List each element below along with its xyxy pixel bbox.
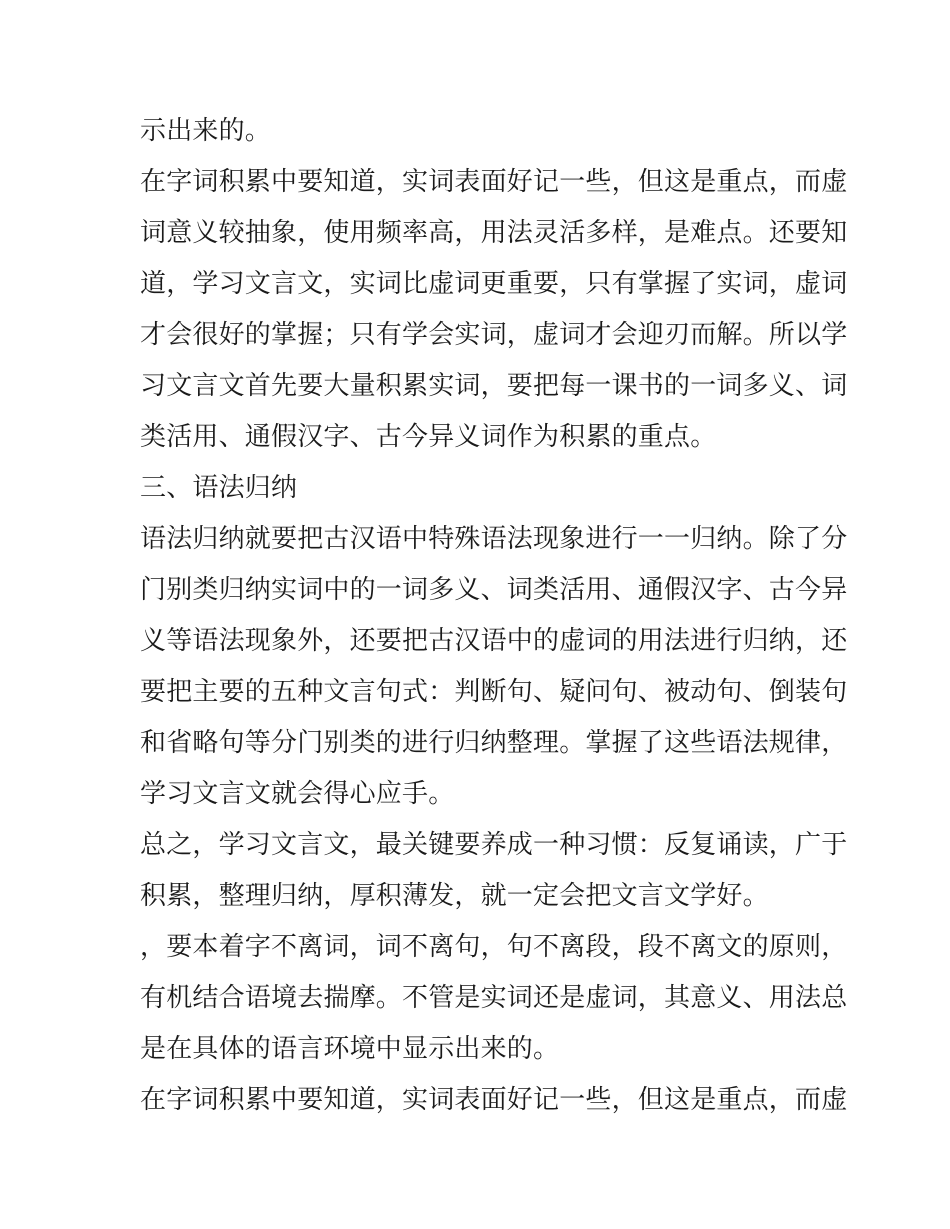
text-line: 才会很好的掌握；只有学会实词，虚词才会迎刃而解。所以学 — [140, 320, 848, 350]
text-line: 学习文言文就会得心应手。 — [140, 779, 455, 809]
text-line: 门别类归纳实词中的一词多义、词类活用、通假汉字、古今异 — [140, 575, 848, 605]
text-line: 在字词积累中要知道，实词表面好记一些，但这是重点，而虚 — [140, 1085, 848, 1115]
text-line: 道，学习文言文，实词比虚词更重要，只有掌握了实词，虚词 — [140, 269, 848, 299]
text-line: 和省略句等分门别类的进行归纳整理。掌握了这些语法规律， — [140, 728, 848, 758]
text-line: 习文言文首先要大量积累实词，要把每一课书的一词多义、词 — [140, 371, 848, 401]
text-line: 语法归纳就要把古汉语中特殊语法现象进行一一归纳。除了分 — [140, 524, 848, 554]
text-line: 积累，整理归纳，厚积薄发，就一定会把文言文学好。 — [140, 881, 769, 911]
text-line: 在字词积累中要知道，实词表面好记一些，但这是重点，而虚 — [140, 167, 848, 197]
section-heading: 三、语法归纳 — [140, 473, 298, 503]
text-line: 词意义较抽象，使用频率高，用法灵活多样，是难点。还要知 — [140, 218, 848, 248]
text-line: 是在具体的语言环境中显示出来的。 — [140, 1034, 560, 1064]
body-text — [140, 106, 848, 1126]
text-line: 有机结合语境去揣摩。不管是实词还是虚词，其意义、用法总 — [140, 983, 848, 1013]
text-line: 类活用、通假汉字、古今异义词作为积累的重点。 — [140, 422, 717, 452]
text-line: 要把主要的五种文言句式：判断句、疑问句、被动句、倒装句 — [140, 677, 848, 707]
text-line: 义等语法现象外，还要把古汉语中的虚词的用法进行归纳，还 — [140, 626, 848, 656]
text-line: 总之，学习文言文，最关键要养成一种习惯：反复诵读，广于 — [140, 830, 848, 860]
text-line: ，要本着字不离词，词不离句，句不离段，段不离文的原则， — [140, 932, 848, 962]
text-line: 示出来的。 — [140, 116, 272, 146]
